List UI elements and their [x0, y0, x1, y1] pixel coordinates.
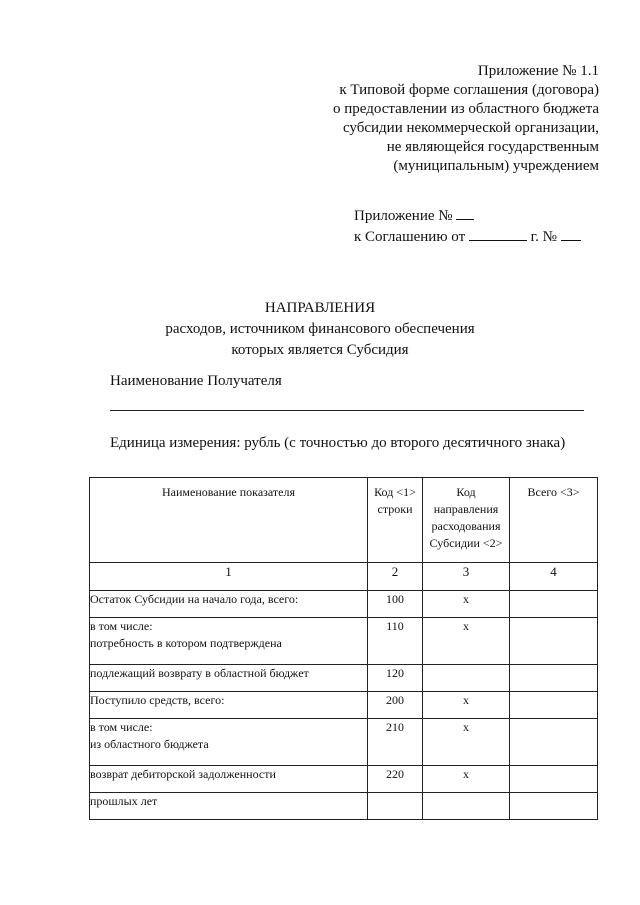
row-total-cell	[510, 591, 598, 618]
row-direction-mark: x	[423, 591, 510, 618]
table-row	[90, 793, 598, 820]
page-title	[0, 298, 640, 361]
row-code	[368, 793, 423, 820]
row-total-cell	[510, 793, 598, 820]
row-label	[90, 618, 368, 665]
appendix-line: субсидии некоммерческой организации,	[342, 120, 599, 136]
column-number: 1	[90, 563, 368, 591]
appendix-line: не являющейся государственным	[386, 139, 599, 155]
row-label	[90, 719, 368, 766]
agreement-number-blank	[561, 240, 581, 241]
header-code: Код <1> строки	[368, 478, 423, 563]
row-label-line: из областного бюджета	[90, 737, 209, 751]
agreement-label: к Соглашению от	[354, 229, 466, 245]
table-row	[90, 719, 598, 766]
table-row	[90, 766, 598, 793]
expenditure-table	[89, 477, 598, 820]
row-label-line: в том числе:	[90, 720, 153, 734]
agreement-reference	[354, 206, 581, 248]
row-label: подлежащий возврату в областной бюджет	[90, 665, 368, 692]
row-total-cell	[510, 618, 598, 665]
agreement-date-blank	[469, 240, 527, 241]
row-direction-mark	[423, 793, 510, 820]
table-header-row	[90, 478, 598, 563]
title-line-1: НАПРАВЛЕНИЯ	[264, 300, 376, 316]
row-code: 210	[368, 719, 423, 766]
row-label: возврат дебиторской задолженности	[90, 766, 368, 793]
unit-of-measure: Единица измерения: рубль (с точностью до второго десятичного знака)	[110, 435, 566, 451]
annex-label: Приложение №	[354, 208, 453, 224]
header-name: Наименование показателя	[90, 478, 368, 563]
row-code: 220	[368, 766, 423, 793]
appendix-line: (муниципальным) учреждением	[393, 158, 599, 174]
annex-number-blank	[456, 219, 474, 220]
row-code: 200	[368, 692, 423, 719]
row-total-cell	[510, 766, 598, 793]
title-line-3: которых является Субсидия	[231, 342, 409, 358]
row-label-line: в том числе:	[90, 619, 153, 633]
appendix-line: Приложение № 1.1	[477, 63, 599, 79]
appendix-line: к Типовой форме соглашения (договора)	[339, 82, 599, 98]
appendix-header	[333, 62, 599, 176]
title-line-2: расходов, источником финансового обеспечения	[165, 321, 475, 337]
table-row	[90, 591, 598, 618]
column-number: 2	[368, 563, 423, 591]
table-row	[90, 665, 598, 692]
recipient-name-blank	[110, 410, 584, 411]
row-label: Остаток Субсидии на начало года, всего:	[90, 591, 368, 618]
appendix-line: о предоставлении из областного бюджета	[333, 101, 599, 117]
agreement-number-label: г. №	[530, 229, 557, 245]
row-direction-mark	[423, 665, 510, 692]
table-row	[90, 618, 598, 665]
row-code: 120	[368, 665, 423, 692]
row-code: 110	[368, 618, 423, 665]
table-row	[90, 692, 598, 719]
row-code: 100	[368, 591, 423, 618]
row-label: Поступило средств, всего:	[90, 692, 368, 719]
row-label: прошлых лет	[90, 793, 368, 820]
row-direction-mark: x	[423, 618, 510, 665]
row-total-cell	[510, 665, 598, 692]
header-total: Всего <3>	[510, 478, 598, 563]
header-direction: Код направления расходования Субсидии <2>	[423, 478, 510, 563]
recipient-label: Наименование Получателя	[110, 373, 282, 389]
row-direction-mark: x	[423, 766, 510, 793]
row-total-cell	[510, 719, 598, 766]
column-number: 3	[423, 563, 510, 591]
row-direction-mark: x	[423, 719, 510, 766]
row-label-line: потребность в котором подтверждена	[90, 636, 282, 650]
row-total-cell	[510, 692, 598, 719]
column-number-row	[90, 563, 598, 591]
column-number: 4	[510, 563, 598, 591]
row-direction-mark: x	[423, 692, 510, 719]
